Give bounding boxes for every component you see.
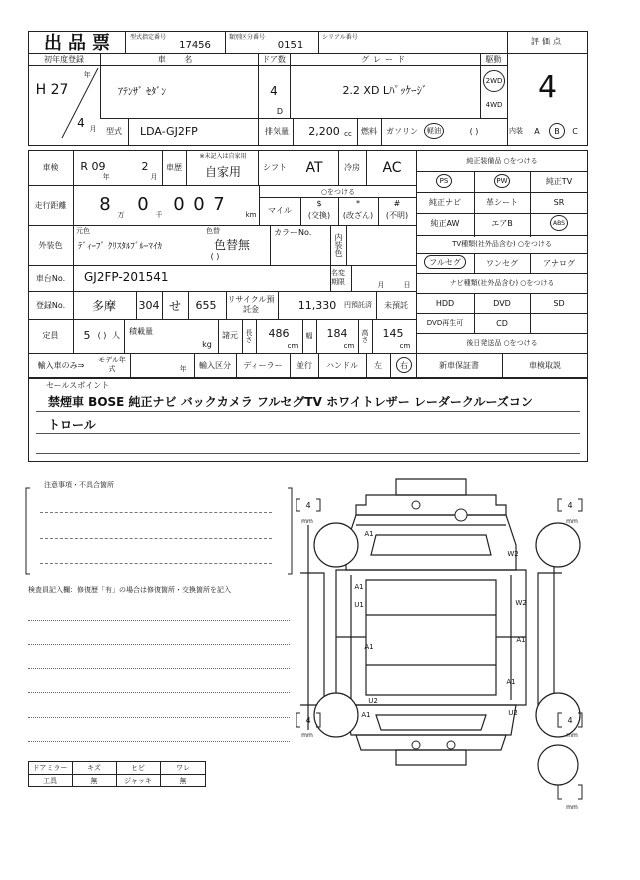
shift-label: シフト <box>263 162 287 172</box>
tire-rr-value: 4 <box>567 715 573 725</box>
year-unit: 年 <box>83 71 91 79</box>
damage-mark: A1 <box>361 711 371 719</box>
ship-warranty: 新車保証書 <box>439 360 479 370</box>
recycle-amount: 11,330 <box>297 298 337 312</box>
legend-jack-value: 無 <box>179 776 187 785</box>
width-value: 184 <box>326 326 348 340</box>
mileage-digit-1: 8 <box>99 193 111 215</box>
tire-fl-unit: mm <box>301 517 313 525</box>
dims-label: 諸元 <box>222 330 238 340</box>
grade-label: グレード <box>361 54 409 64</box>
interior-c: C <box>572 126 578 136</box>
damage-mark: A1 <box>506 678 516 686</box>
mile-opt-unknown: (不明) <box>385 210 409 220</box>
car-diagram <box>296 475 596 820</box>
inspector-note: 検査員記入欄：修復歴「有」の場合は修復箇所・交換箇所を記入 <box>28 586 231 594</box>
length-label: 長さ <box>245 329 253 343</box>
mile-opt-unknown-sym: # <box>393 199 401 208</box>
month-unit: 月 <box>89 125 97 133</box>
model-label: 型式 <box>106 126 122 136</box>
rating-label: 評価点 <box>531 36 564 46</box>
import-type-label: 輸入区分 <box>199 360 231 370</box>
fuel-label: 燃料 <box>361 126 377 136</box>
handle-right: 右 <box>396 357 412 373</box>
shaken-year-unit: 年 <box>102 173 110 181</box>
interior-a: A <box>534 126 540 136</box>
mileage-digit-4: 0 <box>193 193 205 215</box>
height-unit: cm <box>399 342 411 350</box>
ship-manual: 車検取説 <box>529 360 561 370</box>
capacity-label: 定員 <box>42 330 59 340</box>
navi-hdd: HDD <box>435 298 455 308</box>
mile-opt-exchange: (交換) <box>307 210 331 220</box>
damage-mark: A1 <box>354 583 364 591</box>
history-label: 車歴 <box>166 162 182 172</box>
cc-label: 排気量 <box>265 126 289 136</box>
reg-kana: せ <box>168 298 181 313</box>
fuel-diesel: 軽油 <box>424 123 444 139</box>
drive-2wd: 2WD <box>483 70 505 92</box>
height-label: 高さ <box>361 329 369 343</box>
shaken-month-unit: 月 <box>150 173 158 181</box>
orig-color-value: ﾃﾞｨｰﾌﾟ ｸﾘｽﾀﾙﾌﾞﾙｰﾏｲｶ <box>78 241 162 252</box>
legend-jack: ジャッキ <box>124 776 152 785</box>
shaken-month: 2 <box>141 159 149 173</box>
tire-spare-unit: mm <box>566 803 578 811</box>
damage-mark: U2 <box>368 697 378 705</box>
mileage-man: 万 <box>117 211 125 219</box>
equip-ps: PS <box>436 174 452 188</box>
tire-rl-unit: mm <box>301 731 313 739</box>
name-change-month: 月 <box>377 281 385 289</box>
equip-aw: 純正AW <box>430 218 460 228</box>
rating-value: 4 <box>537 70 558 105</box>
recycle-label: リサイクル預託金 <box>227 295 275 314</box>
tire-rl-value: 4 <box>305 715 311 725</box>
mile-opt-tamper-sym: * <box>356 199 360 208</box>
legend-crack: ヒビ <box>131 763 145 772</box>
mile-opt-exchange-sym: $ <box>316 199 322 208</box>
equip-abs: ABS <box>550 215 568 231</box>
sheet-title: 出品票 <box>44 33 116 53</box>
length-value: 486 <box>268 326 290 340</box>
car-name-label: 車 名 <box>157 54 201 64</box>
damage-mark: U2 <box>508 709 518 717</box>
color-label: 外装色 <box>38 240 63 250</box>
navi-dvd: DVD <box>493 298 511 308</box>
mile-note: ○をつける <box>320 188 356 196</box>
reg-class: 304 <box>138 298 160 312</box>
navi-cd: CD <box>496 318 508 328</box>
damage-mark: A1 <box>516 636 526 644</box>
tire-fr-unit: mm <box>566 517 578 525</box>
sales-line-2: トロール <box>48 417 96 432</box>
mileage-label: 走行距離 <box>34 200 67 210</box>
import-dealer: ディーラー <box>243 360 283 370</box>
mileage-sen: 千 <box>155 211 163 219</box>
tv-oneseg: ワンセグ <box>486 258 518 268</box>
tv-title: TV種類(社外品含む) ○をつける <box>452 240 552 248</box>
damage-mark: W2 <box>515 599 527 607</box>
capacity-paren: ( ) <box>97 330 107 340</box>
import-parallel: 並行 <box>296 360 312 370</box>
serial-value <box>330 38 500 52</box>
tire-fl-value: 4 <box>305 500 311 510</box>
legend-break: ワレ <box>176 763 190 772</box>
legend-tools-value: 無 <box>90 776 98 785</box>
shaken-label: 車検 <box>42 162 59 172</box>
capacity-value: 5 <box>83 328 91 342</box>
doors-label: ドア数 <box>262 54 286 64</box>
reg-num: 655 <box>195 298 217 312</box>
navi-title: ナビ種類(社外品含む) ○をつける <box>449 279 555 287</box>
repaint-label: 色替 <box>206 227 220 235</box>
car-name: ｱﾃﾝｻﾞ ｾﾀﾞﾝ <box>118 86 167 98</box>
tire-rr-unit: mm <box>566 731 578 739</box>
width-unit: cm <box>343 342 355 350</box>
legend-scratch: キズ <box>87 763 101 772</box>
ac-value: AC <box>382 160 402 176</box>
navi-sd: SD <box>553 298 565 308</box>
orig-color-label: 元色 <box>76 227 90 235</box>
year-era: H 27 <box>35 82 69 98</box>
mile-opt-tamper: (改ざん) <box>342 210 374 220</box>
interior-color-label: 内装色 <box>334 233 343 257</box>
shift-value: AT <box>305 160 323 176</box>
equip-pw: PW <box>494 174 510 188</box>
model-year-label: モデル年式 <box>98 356 126 373</box>
interior-label: 内装 <box>509 127 523 135</box>
tv-analog: アナログ <box>543 258 575 268</box>
year-label: 初年度登録 <box>44 54 84 64</box>
serial-label: シリアル番号 <box>322 33 358 40</box>
damage-mark: U1 <box>354 601 364 609</box>
legend-mirror: ドアミラー <box>32 763 68 772</box>
sales-line-1: 禁煙車 BOSE 純正ナビ バックカメラ フルセグTV ホワイトレザー レーダークルーズコン <box>48 394 533 409</box>
grade-value: 2.2 XD Lﾊﾟｯｹｰｼﾞ <box>342 84 428 97</box>
damage-mark: W2 <box>507 550 519 558</box>
handle-left: 左 <box>374 360 382 370</box>
fuel-other: ( ) <box>469 126 479 136</box>
year-month: 4 <box>77 116 85 130</box>
length-unit: cm <box>287 342 299 350</box>
sales-label: セールスポイント <box>46 380 110 390</box>
type-no-label: 型式指定番号 <box>130 33 167 40</box>
history-value: 自家用 <box>204 164 241 179</box>
damage-mark: A1 <box>364 643 374 651</box>
fuel-gas: ガソリン <box>386 126 418 136</box>
ship-title: 後日発送品 ○をつける <box>466 339 538 347</box>
recycle-unit: 円預託済 <box>344 301 372 309</box>
drive-label: 駆動 <box>485 54 502 64</box>
equip-airbag: エアB <box>491 218 513 228</box>
equip-tv: 純正TV <box>545 176 573 186</box>
chassis-value: GJ2FP-201541 <box>84 270 169 284</box>
recycle-unpaid: 未預託 <box>384 300 408 310</box>
class-no-label: 類別区分番号 <box>229 33 266 40</box>
cc-unit: cc <box>344 130 352 138</box>
class-no-value: 0151 <box>277 39 304 51</box>
navi-dvd-play: DVD再生可 <box>426 319 464 327</box>
chassis-label: 車台No. <box>35 273 66 283</box>
interior-b: B <box>549 123 565 139</box>
model-year-unit: 年 <box>179 365 187 373</box>
tv-fullseg: フルセグ <box>424 255 466 269</box>
type-no-value: 17456 <box>179 39 211 51</box>
equip-title: 純正装備品 ○をつける <box>466 157 538 165</box>
history-note: ※未記入は自家用 <box>199 152 247 159</box>
name-change-label: 名変期限 <box>331 269 345 286</box>
mileage-digit-5: 7 <box>213 193 225 215</box>
handle-label: ハンドル <box>326 360 358 370</box>
equip-navi: 純正ナビ <box>429 197 461 207</box>
cc-value: 2,200 <box>308 124 340 138</box>
doors-sub: D <box>276 106 284 116</box>
capacity-unit: 人 <box>112 330 120 340</box>
doors-value: 4 <box>270 84 278 98</box>
color-no-label: カラーNo. <box>274 227 312 237</box>
load-label: 積載量 <box>129 326 153 336</box>
import-label: 輸入車のみ⇒ <box>37 360 85 370</box>
tire-fr-value: 4 <box>567 500 573 510</box>
mileage-digit-2: 0 <box>137 193 149 215</box>
equip-leather: 革シート <box>486 197 518 207</box>
model-value: LDA-GJ2FP <box>140 124 198 138</box>
ac-label: 冷房 <box>344 162 360 172</box>
repaint-value: 色替無 <box>213 237 250 252</box>
height-value: 145 <box>382 326 404 340</box>
shaken-year: R 09 <box>80 159 106 173</box>
name-change-day: 日 <box>403 281 411 289</box>
notes-title: 注意事項・不具合箇所 <box>44 481 114 489</box>
repaint-paren: ( ) <box>210 251 220 261</box>
equip-sr: SR <box>553 197 565 207</box>
reg-area: 多摩 <box>91 298 116 313</box>
mileage-digit-3: 0 <box>173 193 185 215</box>
reg-label: 登録No. <box>35 300 66 310</box>
drive-4wd: 4WD <box>485 101 503 109</box>
mileage-km: km <box>245 211 257 219</box>
legend-tools: 工具 <box>43 776 57 785</box>
mile-opt-mile: マイル <box>268 205 292 215</box>
width-label: 幅 <box>305 332 313 340</box>
damage-mark: A1 <box>364 530 374 538</box>
load-unit: kg <box>202 339 212 349</box>
